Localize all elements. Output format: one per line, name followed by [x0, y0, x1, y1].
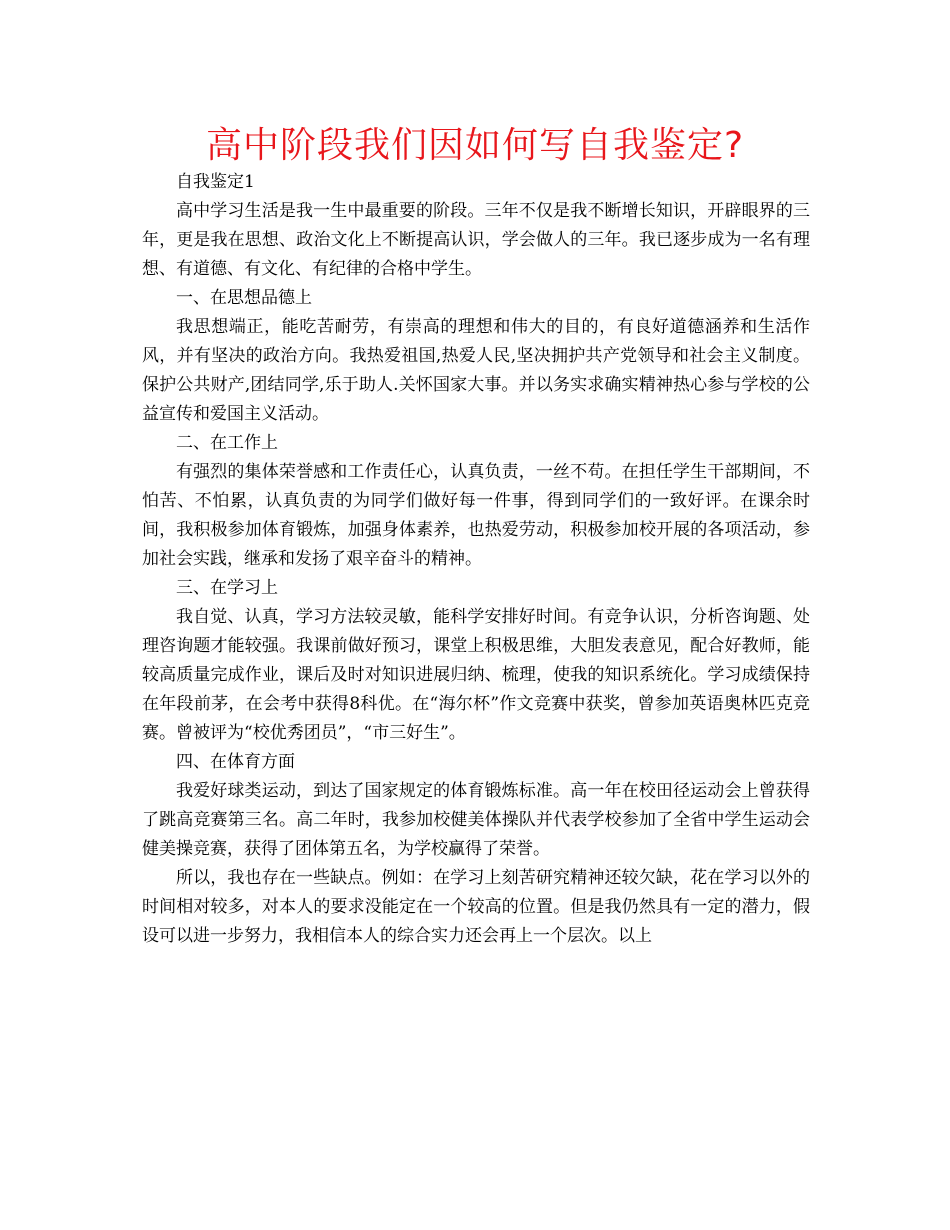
paragraph: 我思想端正，能吃苦耐劳，有崇高的理想和伟大的目的，有良好道德涵养和生活作风，并有坚决的政治方向。我热爱祖国,热爱人民,坚决拥护共产党领导和社会主义制度。保护公共财产,团结同学,乐于助人.关怀国家大事。并以务实求确实精神热心参与学校的公益宣传和爱国主义活动。: [142, 317, 810, 424]
section-heading: 二、在工作上: [176, 433, 278, 453]
section-heading: 三、在学习上: [176, 578, 278, 598]
paragraph: 我自觉、认真，学习方法较灵敏，能科学安排好时间。有竞争认识，分析咨询题、处理咨询题才能较强。我课前做好预习，课堂上积极思维，大胆发表意见，配合好教师，能较高质量完成作业，课后及时对知识进展归纳、梳理，使我的知识系统化。学习成绩保持在年段前茅，在会考中获得8科优。在“海尔杯”作文竞赛中获奖，曾参加英语奥林匹克竞赛。曾被评为“校优秀团员”，“市三好生”。: [142, 607, 810, 743]
section-heading: 自我鉴定1: [176, 172, 255, 192]
paragraph: 我爱好球类运动，到达了国家规定的体育锻炼标准。高一年在校田径运动会上曾获得了跳高竞赛第三名。高二年时，我参加校健美体操队并代表学校参加了全省中学生运动会健美操竞赛，获得了团体第五名，为学校赢得了荣誉。: [142, 781, 810, 859]
paragraph: 高中学习生活是我一生中最重要的阶段。三年不仅是我不断增长知识，开辟眼界的三年，更是我在思想、政治文化上不断提高认识，学会做人的三年。我已逐步成为一名有理想、有道德、有文化、有纪律的合格中学生。: [142, 201, 810, 279]
section-heading: 四、在体育方面: [176, 752, 295, 772]
paragraph: 有强烈的集体荣誉感和工作责任心，认真负责，一丝不苟。在担任学生干部期间，不怕苦、不怕累，认真负责的为同学们做好每一件事，得到同学们的一致好评。在课余时间，我积极参加体育锻炼，加强身体素养，也热爱劳动，积极参加校开展的各项活动，参加社会实践，继承和发扬了艰辛奋斗的精神。: [142, 462, 810, 569]
section-heading: 一、在思想品德上: [176, 288, 312, 308]
document-title: 高中阶段我们因如何写自我鉴定?: [205, 125, 745, 166]
paragraph: 所以，我也存在一些缺点。例如：在学习上刻苦研究精神还较欠缺，花在学习以外的时间相对较多，对本人的要求没能定在一个较高的位置。但是我仍然具有一定的潜力，假设可以进一步努力，我相信本人的综合实力还会再上一个层次。以上: [142, 868, 810, 946]
document-body: [142, 168, 810, 951]
